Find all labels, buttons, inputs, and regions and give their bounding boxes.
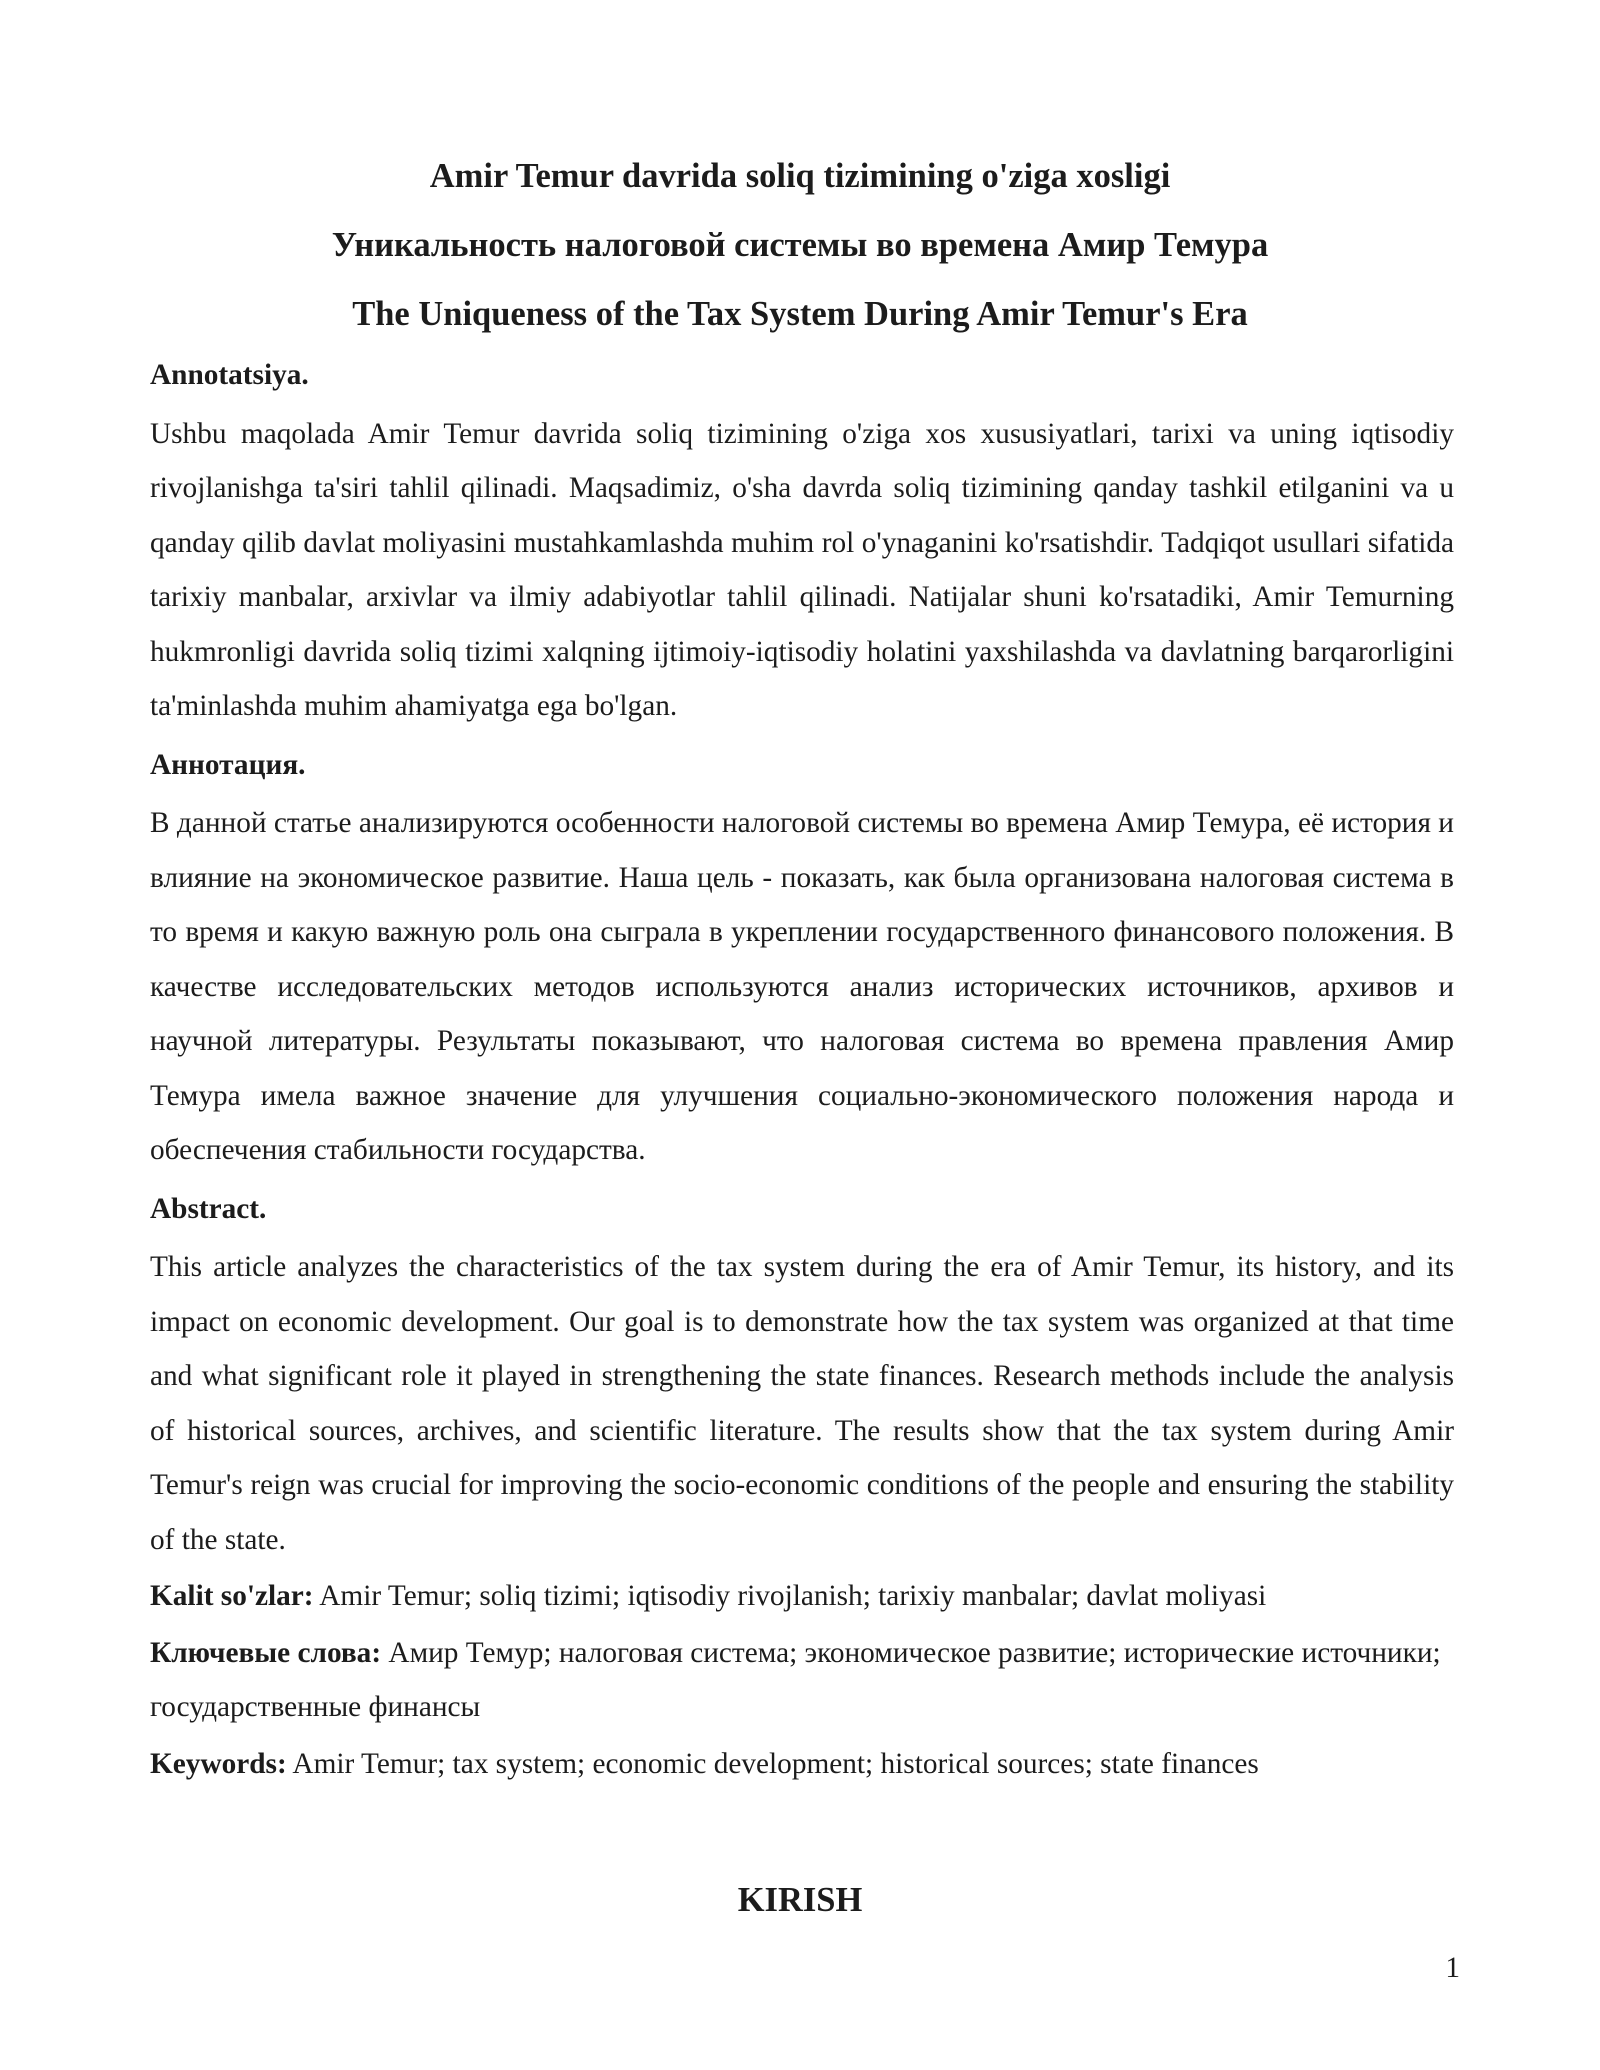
keywords-uzbek-text: Amir Temur; soliq tizimi; iqtisodiy rivojlanish; tarixiy manbalar; davlat moliyasi (313, 1580, 1267, 1612)
abstract-ru-heading: Аннотация. (150, 748, 306, 781)
abstract-en-heading: Abstract. (150, 1192, 267, 1225)
keywords-english (150, 1737, 1454, 1792)
keywords-russian-label: Ключевые слова: (150, 1636, 382, 1669)
title-english: The Uniqueness of the Tax System During Amir Temur's Era (352, 295, 1248, 333)
keywords-uzbek-label: Kalit so'zlar: (150, 1580, 314, 1612)
keywords-russian-text: Амир Темур; налоговая система; экономическое развитие; исторические источники; государственные финансы (150, 1636, 1441, 1723)
title-block (150, 142, 1450, 349)
keywords-english-text: Amir Temur; tax system; economic development; historical sources; state finances (286, 1747, 1259, 1780)
abstract-uz-heading: Annotatsiya. (150, 359, 309, 391)
keywords-uzbek (150, 1569, 1454, 1624)
abstract-en-text: This article analyzes the characteristics of the tax system during the era of Amir Temur, its history, and its impact on economic development. Our goal is to demonstrate how the tax system was organized at that time and what significant role it played in strengthening the state finances. Research methods include the analysis of historical sources, archives, and scientific literature. The results show that the tax system during Amir Temur's reign was crucial for improving the socio-economic conditions of the people and ensuring the stability of the state. (150, 1251, 1454, 1556)
page-number: 1 (1445, 1952, 1460, 1984)
document-body (150, 348, 1454, 1791)
abstract-uz-text: Ushbu maqolada Amir Temur davrida soliq tizimining o'ziga xos xususiyatlari, tarixi va uning iqtisodiy rivojlanishga ta'siri tahlil qilinadi. Maqsadimiz, o'sha davrda soliq tizimining qanday tashkil etilganini va u qanday qilib davlat moliyasini mustahkamlashda muhim rol o'ynaganini ko'rsatishdir. Tadqiqot usullari sifatida tarixiy manbalar, arxivlar va ilmiy adabiyotlar tahlil qilinadi. Natijalar shuni ko'rsatadiki, Amir Temurning hukmronligi davrida soliq tizimi xalqning ijtimoiy-iqtisodiy holatini yaxshilashda va davlatning barqarorligini ta'minlashda muhim ahamiyatga ega bo'lgan. (150, 417, 1454, 722)
keywords-russian (150, 1626, 1454, 1735)
abstract-ru-text: В данной статье анализируются особенности налоговой системы во времена Амир Темура, её история и влияние на экономическое развитие. Наша цель - показать, как была организована налоговая система в то время и какую важную роль она сыграла в укреплении государственного финансового положения. В качестве исследовательских методов используются анализ исторических источников, архивов и научной литературы. Результаты показывают, что налоговая система во времена правления Амир Темура имела важное значение для улучшения социально-экономического положения народа и обеспечения стабильности государства. (150, 807, 1454, 1166)
keywords-english-label: Keywords: (150, 1747, 287, 1780)
title-uzbek: Amir Temur davrida soliq tizimining o'ziga xosligi (429, 157, 1171, 195)
section-heading: KIRISH (737, 1881, 863, 1919)
title-russian: Уникальность налоговой системы во времена Амир Темура (331, 226, 1269, 264)
